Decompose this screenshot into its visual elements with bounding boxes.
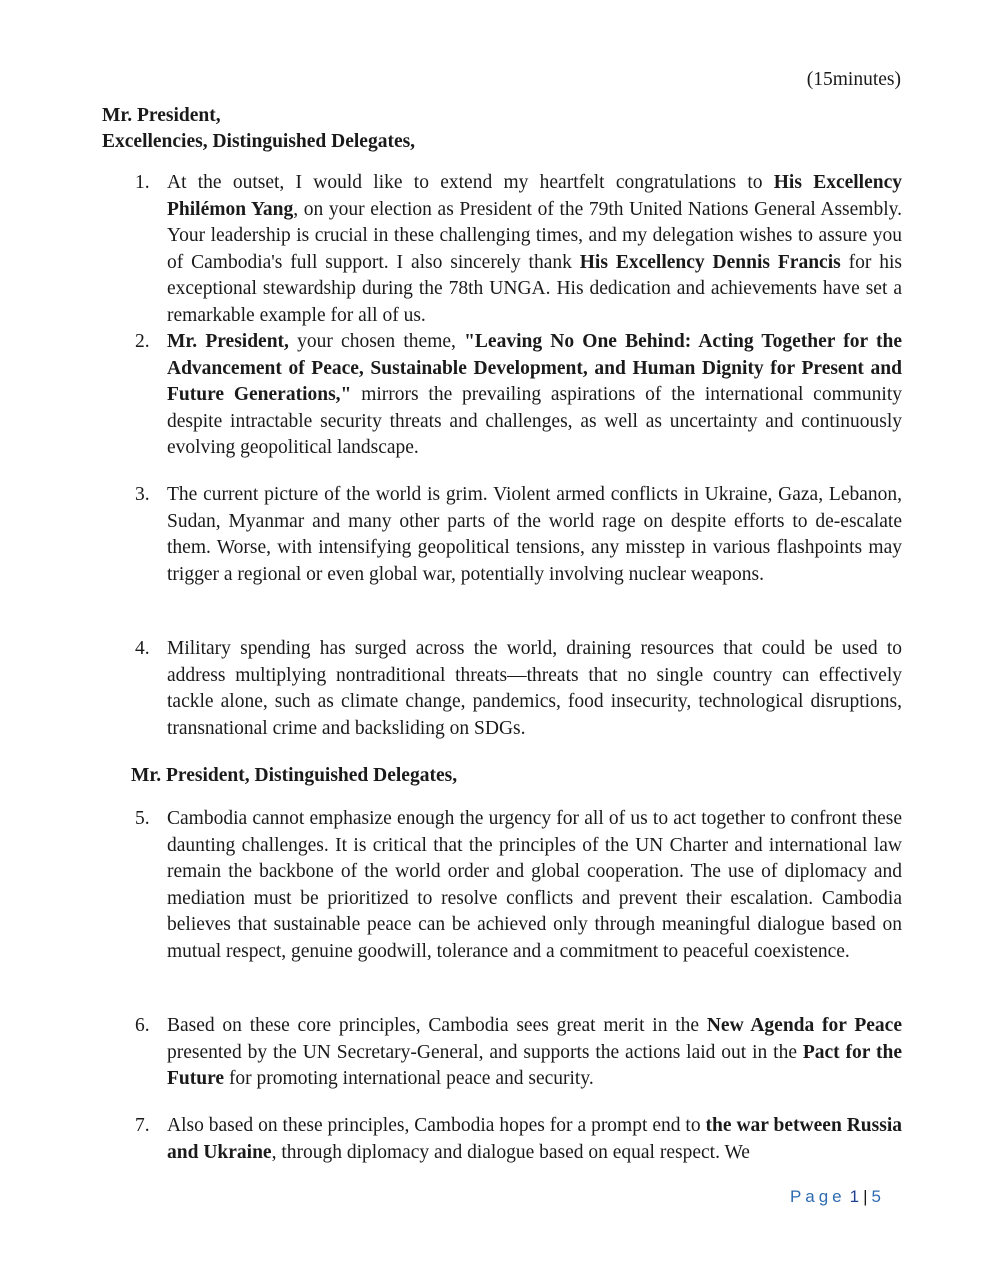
- bold-text: Pact for the Future: [167, 1041, 902, 1089]
- paragraph-number: 3.: [135, 484, 150, 505]
- paragraph-number: 2.: [135, 331, 150, 352]
- bold-text: His Excellency Dennis Francis: [579, 251, 841, 273]
- paragraph-text: Based on these core principles, Cambodia sees great merit in the: [167, 1015, 707, 1036]
- paragraph-text: , on your election as President of the 79th United Nations General Assembly. Your leadership is crucial in these challenging times, and my delegation wishes to assure you of Cambodia's full support. I also sincerely thank: [167, 198, 902, 273]
- salutation-line-2: Excellencies, Distinguished Delegates,: [102, 131, 416, 152]
- salutation-line-1: Mr. President,: [102, 105, 221, 126]
- speech-duration: (15minutes): [806, 69, 901, 90]
- page-separator: |: [863, 1187, 868, 1206]
- paragraph-5: [135, 806, 902, 965]
- total-pages: 5: [871, 1187, 881, 1206]
- paragraph-number: 6.: [135, 1015, 150, 1036]
- salutation: [102, 103, 902, 155]
- paragraph-3: [135, 482, 902, 588]
- bold-text: "Leaving No One Behind: Acting Together for the Advancement of Peace, Sustainable Development, and Human Dignity for Present and Future Generations,": [167, 331, 902, 405]
- page-label: Page: [789, 1187, 846, 1206]
- bold-text: Mr. President,: [167, 331, 289, 352]
- paragraph-number: 7.: [135, 1115, 150, 1136]
- bold-text: His Excellency Philémon Yang: [167, 172, 903, 220]
- paragraph-text: The current picture of the world is grim. Violent armed conflicts in Ukraine, Gaza, Lebanon, Sudan, Myanmar and many other parts of the world rage on despite efforts to de-escalate them. Worse, with intensifying geopolitical tensions, any misstep in various flashpoints may trigger a regional or even global war, potentially involving nuclear weapons.: [167, 484, 902, 585]
- paragraph-text: for promoting international peace and security.: [224, 1068, 594, 1089]
- paragraph-text: Military spending has surged across the world, draining resources that could be used to address multiplying nontraditional threats—threats that no single country can effectively tackle alone, such as climate change, pandemics, food insecurity, technological disruptions, transnational crime and backsliding on SDGs.: [167, 638, 902, 739]
- bold-text: the war between Russia and Ukraine: [167, 1115, 902, 1163]
- paragraph-text: mirrors the prevailing aspirations of the international community despite intractable security threats and challenges, as well as uncertainty and continuously evolving geopolitical landscape.: [167, 384, 903, 458]
- paragraph-7: [135, 1113, 902, 1166]
- paragraph-number: 5.: [135, 808, 150, 829]
- paragraph-2: [135, 329, 903, 462]
- bold-text: New Agenda for Peace: [706, 1015, 902, 1036]
- paragraph-text: presented by the UN Secretary-General, and supports the actions laid out in the: [167, 1041, 803, 1063]
- paragraph-number: 1.: [135, 172, 150, 193]
- paragraph-number: 4.: [135, 638, 150, 659]
- section-heading: Mr. President, Distinguished Delegates,: [131, 765, 458, 786]
- paragraph-text: your chosen theme,: [288, 331, 465, 352]
- current-page: 1: [849, 1187, 860, 1206]
- paragraph-text: At the outset, I would like to extend my heartfelt congratulations to: [167, 172, 774, 193]
- paragraph-text: for his exceptional stewardship during the 78th UNGA. His dedication and achievements have set a remarkable example for all of us.: [167, 251, 902, 326]
- paragraph-6: [135, 1013, 902, 1093]
- page-number-footer: [790, 1187, 881, 1207]
- paragraph-text: Cambodia cannot emphasize enough the urgency for all of us to act together to confront these daunting challenges. It is critical that the principles of the UN Charter and international law remain the backbone of the world order and global cooperation. The use of diplomacy and mediation must be prioritized to resolve conflicts and prevent their escalation. Cambodia believes that sustainable peace can be achieved only through meaningful dialogue based on mutual respect, genuine goodwill, tolerance and a commitment to peaceful coexistence.: [167, 808, 902, 962]
- paragraph-1: [135, 170, 903, 329]
- paragraph-text: , through diplomacy and dialogue based on equal respect. We: [271, 1141, 750, 1163]
- paragraph-4: [135, 636, 902, 742]
- paragraph-text: Also based on these principles, Cambodia hopes for a prompt end to: [167, 1115, 706, 1136]
